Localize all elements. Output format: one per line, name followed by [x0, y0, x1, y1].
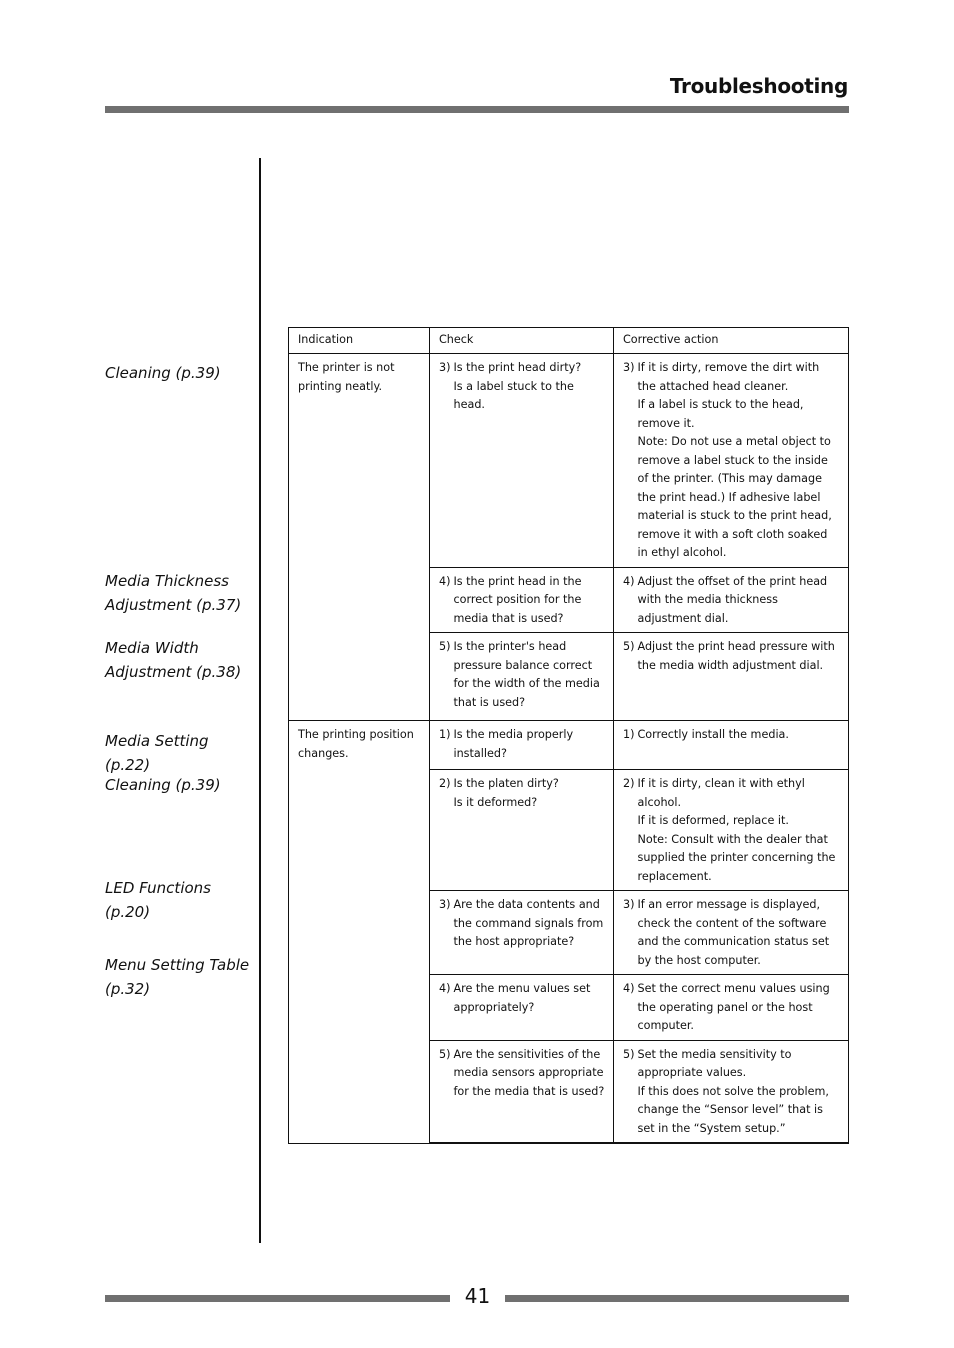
action-cell [614, 633, 849, 721]
action-number: 4) [623, 982, 635, 995]
check-text: Is the print head in the correct position for the media that is used? [453, 574, 582, 625]
action-number: 3) [623, 898, 635, 911]
ref-led-functions[interactable]: LED Functions (p.20) [105, 879, 211, 921]
ref-cleaning-2[interactable]: Cleaning (p.39) [105, 776, 221, 794]
check-cell [430, 354, 614, 568]
header-corrective-action: Corrective action [614, 328, 849, 354]
table-row [289, 721, 849, 770]
ref-media-width[interactable]: Media Width Adjustment (p.38) [105, 639, 242, 681]
action-cell [614, 891, 849, 975]
page-title: Troubleshooting [669, 74, 848, 98]
ref-media-thickness[interactable]: Media Thickness Adjustment (p.37) [105, 572, 242, 614]
check-text: Are the sensitivities of the media sensors appropriate for the media that is used? [453, 1047, 605, 1098]
ref-menu-setting-table[interactable]: Menu Setting Table (p.32) [105, 956, 250, 998]
check-number: 4) [439, 982, 451, 995]
check-cell [430, 633, 614, 721]
check-number: 4) [439, 574, 451, 588]
action-cell [614, 975, 849, 1041]
check-text: Is the print head dirty? [453, 361, 582, 374]
indication-cell: The printer is not printing neatly. [289, 354, 430, 721]
action-number: 4) [623, 574, 635, 588]
action-text: Correctly install the media. [637, 728, 789, 741]
check-text: Are the menu values set appropriately? [453, 982, 591, 1014]
check-text: Is the printer's head pressure balance correct for the width of the media that is used? [453, 640, 600, 709]
margin-rule [259, 158, 261, 1243]
action-number: 3) [623, 361, 635, 374]
check-number: 5) [439, 1047, 451, 1061]
troubleshooting-table [288, 327, 849, 1144]
check-number: 1) [439, 728, 451, 741]
page-number: 41 [464, 1284, 491, 1308]
header-rule [105, 106, 849, 113]
action-number: 1) [623, 728, 635, 741]
action-text: Adjust the offset of the print head with the media thickness adjustment dial. [637, 574, 828, 625]
check-cell [430, 1040, 614, 1143]
check-text: Is it deformed? [453, 795, 538, 809]
action-text: If it is deformed, replace it. [637, 814, 789, 827]
action-cell [614, 354, 849, 568]
ref-cleaning-1[interactable]: Cleaning (p.39) [105, 364, 221, 382]
check-number: 3) [439, 361, 451, 374]
ref-media-setting[interactable]: Media Setting (p.22) [105, 732, 209, 774]
action-cell [614, 1040, 849, 1143]
check-text: Are the data contents and the command signals from the host appropriate? [453, 898, 604, 948]
check-cell [430, 891, 614, 975]
action-number: 5) [623, 640, 635, 653]
action-text: If it is dirty, remove the dirt with the attached head cleaner. [637, 361, 820, 393]
footer-rule-left [105, 1295, 450, 1302]
action-number: 2) [623, 777, 635, 790]
action-cell [614, 770, 849, 891]
action-text: If this does not solve the problem, change the “Sensor level” that is set in the “System setup.” [637, 1084, 829, 1135]
table-header-row [289, 328, 849, 354]
action-text: Set the media sensitivity to appropriate values. [637, 1047, 792, 1079]
check-text: Is a label stuck to the head. [453, 379, 574, 411]
header-check: Check [430, 328, 614, 354]
check-number: 2) [439, 777, 451, 790]
action-text: If an error message is displayed, check the content of the software and the communication status set by the host computer. [637, 898, 830, 967]
action-text: Note: Consult with the dealer that supplied the printer concerning the replacement. [637, 832, 836, 883]
footer-rule-right [505, 1295, 849, 1302]
header-indication: Indication [289, 328, 430, 354]
indication-cell: The printing position changes. [289, 721, 430, 1144]
check-cell [430, 770, 614, 891]
action-number: 5) [623, 1047, 635, 1061]
action-text: If a label is stuck to the head, remove it. [637, 398, 804, 430]
check-cell [430, 975, 614, 1041]
check-text: Is the media properly installed? [453, 728, 574, 760]
action-text: Adjust the print head pressure with the media width adjustment dial. [637, 640, 835, 672]
check-number: 3) [439, 898, 451, 911]
action-text: Note: Do not use a metal object to remove a label stuck to the inside of the printer. (This may damage the print head.) If adhesive label material is stuck to the print head, remove it with a soft cloth soaked in ethyl alcohol. [637, 435, 832, 559]
action-cell [614, 721, 849, 770]
check-number: 5) [439, 640, 451, 653]
check-text: Is the platen dirty? [453, 777, 559, 790]
check-cell [430, 721, 614, 770]
action-cell [614, 567, 849, 633]
action-text: If it is dirty, clean it with ethyl alcohol. [637, 777, 805, 809]
action-text: Set the correct menu values using the operating panel or the host computer. [637, 982, 830, 1032]
check-cell [430, 567, 614, 633]
table-row [289, 354, 849, 568]
